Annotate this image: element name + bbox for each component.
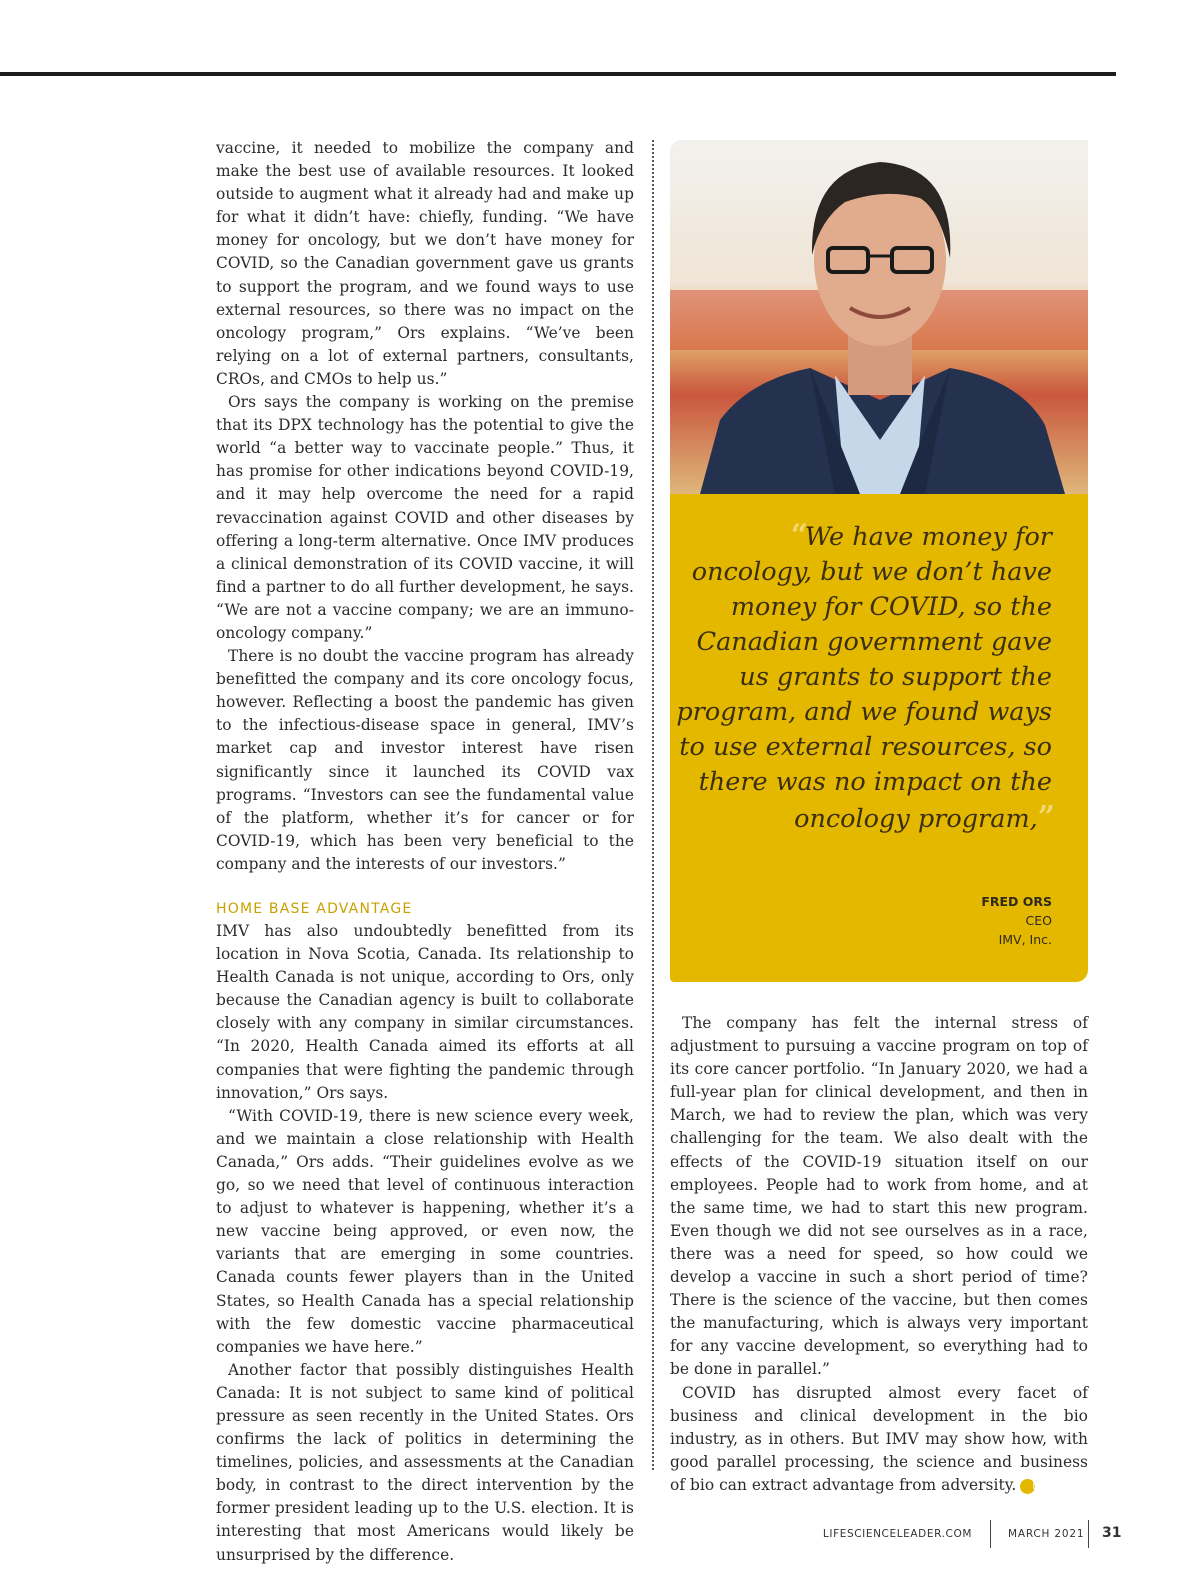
close-quote-mark: ” [1037, 800, 1052, 835]
pull-quote-text [672, 518, 1052, 837]
speaker-title: CEO [1025, 913, 1052, 928]
paragraph: vaccine, it needed to mobilize the company and make the best use of available resources. It looked outside to augment what it already had and make up for what it didn’t have: chiefly, funding. “We have money for oncology, but we don’t have money for COVID, so the Canadian government gave us grants to support the program, and we found ways to use external resources, so there was no impact on the oncology program,” Ors explains. “We’ve been relying on a lot of external partners, consultants, CROs, and CMOs to help us.” [216, 139, 634, 388]
footer-divider [990, 1520, 991, 1548]
footer-site: LIFESCIENCELEADER.COM [822, 1528, 972, 1540]
paragraph: Another factor that possibly distinguishes Health Canada: It is not subject to same kind of political pressure as seen recently in the United States. Ors confirms the lack of politics in determining the timelines, policies, and assessments at the Canadian body, in contrast to the direct intervention by the former president leading up to the U.S. election. It is interesting that most Americans would likely be unsurprised by the difference. [216, 1360, 634, 1564]
footer-divider [1088, 1520, 1089, 1548]
paragraph: The company has felt the internal stress of adjustment to pursuing a vaccine program on top of its core cancer portfolio. “In January 2020, we had a full-year plan for clinical development, and then in March, we had to review the plan, which was very challenging for the team. We also dealt with the effects of the COVID-19 situation itself on our employees. People had to work from home, and at the same time, we had to start this new program. Even though we did not see ourselves as in a race, there was a need for speed, so how could we develop a vaccine in such a short period of time? There is the science of the vaccine, but then comes the manufacturing, which is always very important for any vaccine development, so everything had to be done in parallel.” [670, 1014, 1088, 1379]
quote-attribution [981, 892, 1052, 949]
section-subhead: HOME BASE ADVANTAGE [216, 901, 413, 917]
pull-quote-body: We have money for oncology, but we don’t have money for COVID, so the Canadian government gave us grants to support the program, and we found ways to use external resources, so there was no impact on the oncology program, [676, 522, 1052, 834]
paragraph-text: COVID has disrupted almost every facet of business and clinical development in the bio industry, as in others. But IMV may show how, with good parallel processing, the science and business of bio can extract advantage from adversity. [670, 1383, 1088, 1494]
paragraph: “With COVID-19, there is new science every week, and we maintain a close relationship with Health Canada,” Ors adds. “Their guidelines evolve as we go, so we need that level of continuous interaction to adjust to whatever is happening, whether it’s a new vaccine being approved, or even now, the variants that are emerging in some countries. Canada counts fewer players than in the United States, so Health Canada has a special relationship with the few domestic vaccine pharmaceutical companies we have here.” [216, 1106, 634, 1356]
speaker-name: FRED ORS [981, 894, 1052, 909]
paragraph: There is no doubt the vaccine program has already benefitted the company and its core oncology focus, however. Reflecting a boost the pandemic has given to the infectious-disease space in general, IMV’s market cap and investor interest have risen significantly since it launched its COVID vax programs. “Investors can see the fundamental value of the platform, whether it’s for cancer or for COVID-19, which has been very beneficial to the company and the interests of our investors.” [216, 647, 634, 873]
left-column [216, 137, 634, 1567]
column-divider [652, 140, 654, 1470]
paragraph: IMV has also undoubtedly benefitted from its location in Nova Scotia, Canada. Its relationship to Health Canada is not unique, according to Ors, only because the Canadian agency is built to collaborate closely with any company in similar circumstances. “In 2020, Health Canada aimed its efforts at all companies that were fighting the pandemic through innovation,” Ors says. [216, 922, 634, 1102]
pull-quote [670, 494, 1088, 982]
page-number: 31 [1102, 1525, 1122, 1541]
portrait-photo [670, 140, 1088, 494]
paragraph [670, 1382, 1088, 1497]
footer-issue: MARCH 2021 [1008, 1528, 1085, 1540]
speaker-company: IMV, Inc. [998, 932, 1052, 947]
right-column [670, 1012, 1088, 1497]
end-mark-icon: L [1020, 1479, 1035, 1494]
page-footer [800, 1520, 1120, 1550]
paragraph: Ors says the company is working on the premise that its DPX technology has the potential to give the world “a better way to vaccinate people.” Thus, it has promise for other indications beyond COVID-19, and it may help overcome the need for a rapid revaccination against COVID and other diseases by offering a long-term alternative. Once IMV produces a clinical demonstration of its COVID vaccine, it will find a partner to do all further development, he says. “We are not a vaccine company; we are an immuno-oncology company.” [216, 393, 634, 642]
top-rule [0, 72, 1116, 76]
open-quote-mark: “ [790, 518, 805, 553]
portrait-illustration [670, 140, 1088, 494]
